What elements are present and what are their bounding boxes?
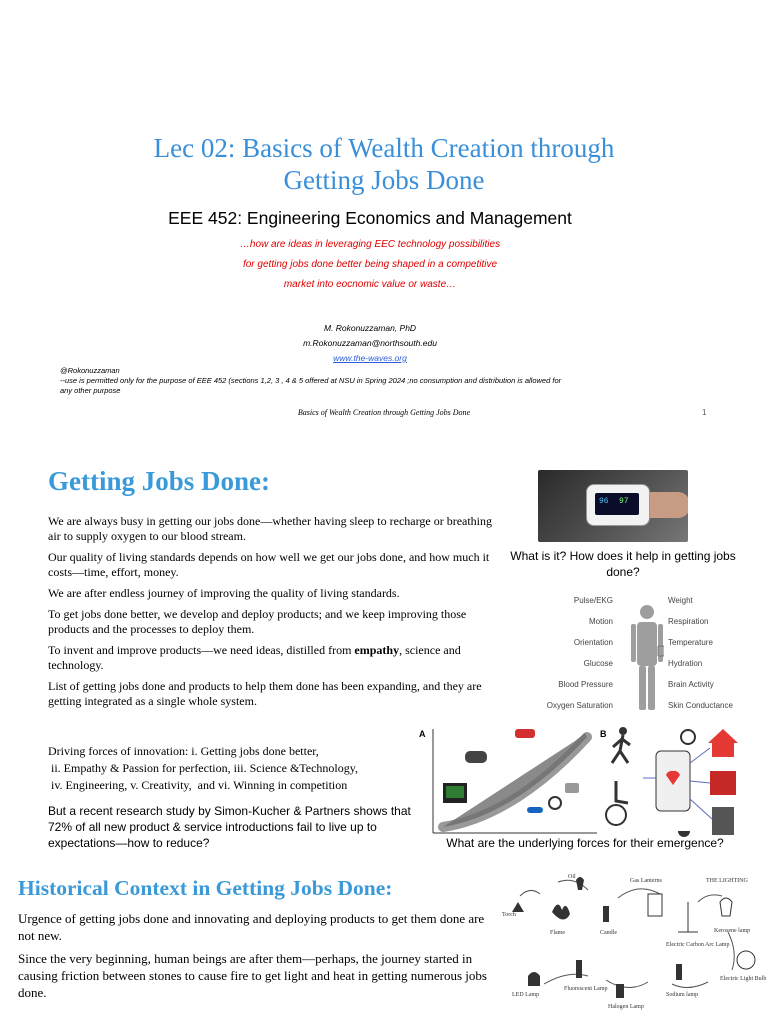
sensor-label: Glucose <box>583 659 613 668</box>
pulse-oximeter-photo <box>538 470 688 542</box>
history-label: Fluorescent Lamp <box>564 986 608 992</box>
paragraph: List of getting jobs done and products to help them done has been expanding, and they are getting integrated as a single whole system. <box>48 679 482 708</box>
sensor-label: Pulse/EKG <box>573 596 613 605</box>
panel-b-label: B <box>600 729 607 739</box>
author-email: m.Rokonuzzaman@northsouth.edu <box>303 338 437 348</box>
paragraph-invent <box>48 643 503 673</box>
copyright-terms: --use is permitted only for the purpose of EEE 452 (sections 1,2, 3 , 4 & 5 offered at NSU in Spring 2024 ;no consumption and distribution is allowed for <box>60 376 562 385</box>
paragraph: To get jobs done better, we develop and deploy products; and we keep improving those products and the processes to deploy them. <box>48 607 467 636</box>
paragraph: We are after endless journey of improving the quality of living standards. <box>48 586 400 600</box>
subtitle-line2: for getting jobs done better being shaped in a competitive <box>242 259 498 270</box>
empathy-emphasis: empathy <box>354 643 400 657</box>
panel-a-label: A <box>419 729 426 739</box>
lecture-title-line2: Getting Jobs Done <box>283 165 485 195</box>
research-note: But a recent research study by Simon-Kucher & Partners shows that 72% of all new product & service introductions fail to live up to expectations—how to reduce? <box>48 804 411 850</box>
oximeter-device <box>586 484 650 526</box>
halogen-lamp-icon <box>616 984 624 998</box>
history-label: LED Lamp <box>512 992 540 998</box>
sensor-label: Skin Conductance <box>668 701 733 710</box>
lighting-history-diagram <box>498 872 768 1024</box>
question-caption: What is it? How does it help in getting jobs done? <box>510 549 736 579</box>
innovation-drivers <box>48 743 418 794</box>
lecture-subtitle <box>0 235 740 295</box>
copyright-terms-end: any other purpose <box>60 386 121 395</box>
led-lamp-icon <box>528 972 540 986</box>
invent-text-end: , science and technology. <box>48 643 461 672</box>
course-title: EEE 452: Engineering Economics and Management <box>168 208 572 228</box>
candle-icon <box>603 906 609 922</box>
history-label: Electric Light Bulb <box>720 976 767 982</box>
copyright-owner: @Rokonuzzaman <box>60 366 120 375</box>
sensor-label: Respiration <box>668 617 709 626</box>
subtitle-line1: …how are ideas in leveraging EEC technology possibilities <box>239 239 501 250</box>
history-label: Kerosene lamp <box>714 928 751 934</box>
sensor-list-right <box>668 590 763 716</box>
sensor-label: Blood Pressure <box>558 680 613 689</box>
copyright-notice <box>60 366 680 396</box>
fluorescent-lamp-icon <box>576 960 582 978</box>
human-figure-icon <box>630 602 664 712</box>
sensor-label: Temperature <box>668 638 713 647</box>
flame-icon <box>552 904 570 919</box>
sensor-label: Motion <box>588 617 613 626</box>
question-caption-2: What are the underlying forces for their emergence? <box>446 836 724 850</box>
paragraph: Since the very beginning, human beings are after them—perhaps, the journey started in causing friction between stones to cause fire to get light and heat in getting numerous jobs done. <box>18 951 487 1000</box>
history-heading: Historical Context in Getting Jobs Done: <box>18 876 393 900</box>
sodium-lamp-icon <box>676 964 682 980</box>
oximeter-reading: 96 <box>599 497 609 506</box>
sensor-label: Oxygen Saturation <box>546 701 613 710</box>
paragraph: Our quality of living standards depends on how well we get our jobs done, and how much it costs—time, effort, money. <box>48 550 490 579</box>
content-slide <box>0 430 768 1024</box>
invent-text: To invent and improve products—we need ideas, distilled from <box>48 643 355 657</box>
torch-icon <box>512 902 524 912</box>
lecture-title <box>0 132 768 196</box>
jobs-body-text <box>48 514 503 715</box>
history-label: Electric Carbon Arc Lamp <box>666 942 730 948</box>
driver-line: iv. Engineering, v. Creativity, and vi. Winning in competition <box>48 778 348 792</box>
author-website-link[interactable]: www.the-waves.org <box>333 353 407 363</box>
slide-footer: Basics of Wealth Creation through Getting Jobs Done <box>297 408 471 417</box>
history-body-text <box>18 910 488 1007</box>
driver-line: ii. Empathy & Passion for perfection, iii. Science &Technology, <box>48 761 358 775</box>
light-bulb-icon <box>737 951 755 969</box>
sensor-label: Hydration <box>668 659 703 668</box>
history-label: Oil <box>568 874 576 880</box>
driver-line: Driving forces of innovation: i. Getting jobs done better, <box>48 744 319 758</box>
sensor-label: Brain Activity <box>668 680 714 689</box>
device-evolution-diagram <box>415 723 600 841</box>
paragraph: Urgence of getting jobs done and innovating and deploying products to get them done are not new. <box>18 911 485 943</box>
history-label: Halogen Lamp <box>608 1004 644 1010</box>
history-label: Candle <box>600 930 617 936</box>
sensor-label: Weight <box>668 596 693 605</box>
paragraph: We are always busy in getting our jobs done—whether having sleep to recharge or breathing air to supply oxygen to our blood stream. <box>48 514 493 543</box>
title-slide <box>0 0 768 430</box>
history-label: THE LIGHTING <box>706 878 748 884</box>
history-label: Torch <box>502 912 516 918</box>
oil-lamp-icon <box>576 877 584 890</box>
sensor-list-left <box>518 590 613 716</box>
kerosene-lamp-icon <box>720 898 732 916</box>
history-label: Sodium lamp <box>666 992 699 998</box>
sensor-label: Orientation <box>573 638 613 647</box>
body-sensors-diagram <box>518 590 763 718</box>
connected-health-diagram <box>598 723 763 841</box>
page-number: 1 <box>702 408 707 417</box>
section-heading: Getting Jobs Done: <box>48 466 270 496</box>
lecture-title-line1: Lec 02: Basics of Wealth Creation through <box>153 133 615 163</box>
history-label: Flame <box>550 930 565 936</box>
oximeter-reading: 97 <box>619 497 629 506</box>
gas-lantern-icon <box>648 894 662 916</box>
arc-lamp-icon <box>678 902 698 932</box>
author-block <box>0 321 740 366</box>
author-name: M. Rokonuzzaman, PhD <box>323 323 417 333</box>
oximeter-screen <box>595 493 639 515</box>
subtitle-line3: market into eocnomic value or waste… <box>283 279 457 290</box>
history-label: Gas Lanterns <box>630 878 662 884</box>
